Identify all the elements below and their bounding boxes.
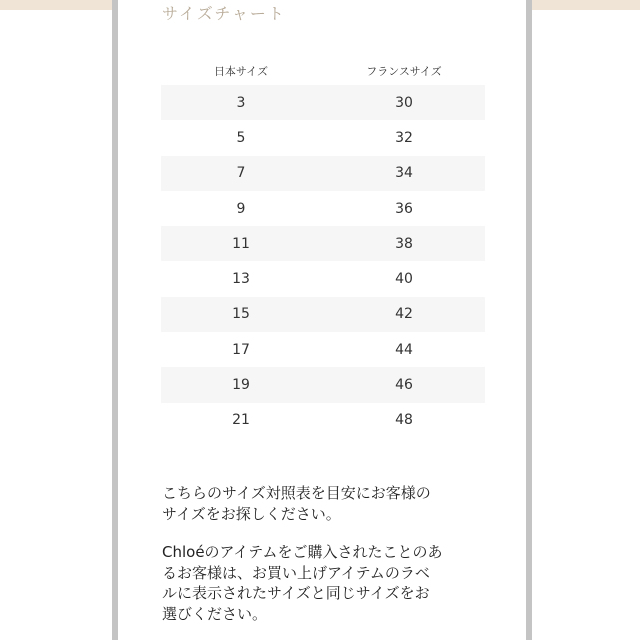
japan-size-cell: 15 xyxy=(232,306,250,323)
japan-size-cell: 9 xyxy=(236,200,246,217)
table-row xyxy=(161,120,485,155)
france-size-cell: 40 xyxy=(395,271,413,288)
france-size-cell: 44 xyxy=(395,341,413,358)
france-size-cell: 38 xyxy=(395,235,413,252)
table-row xyxy=(161,297,485,332)
japan-size-cell: 3 xyxy=(236,94,246,111)
japan-size-cell: 17 xyxy=(232,341,250,358)
size-conversion-table xyxy=(161,85,485,438)
table-row xyxy=(161,85,485,120)
size-guide-note: こちらのサイズ対照表を目安にお客様の サイズをお探しください。 xyxy=(162,484,431,523)
japan-size-cell: 7 xyxy=(236,165,246,182)
japan-size-cell: 5 xyxy=(236,129,246,146)
japan-size-column-header: 日本サイズ xyxy=(213,65,269,78)
table-row xyxy=(161,367,485,402)
france-size-cell: 42 xyxy=(395,306,413,323)
table-row xyxy=(161,261,485,296)
table-row xyxy=(161,191,485,226)
japan-size-cell: 13 xyxy=(232,271,250,288)
table-row xyxy=(161,403,485,438)
france-size-cell: 48 xyxy=(395,412,413,429)
table-row xyxy=(161,332,485,367)
top-accent-left xyxy=(0,0,112,10)
table-row xyxy=(161,226,485,261)
label-size-note: Chloéのアイテムをご購入されたことのあ るお客様は、お買い上げアイテムのラベ ルに表示されたサイズと同じサイズをお 選びください。 xyxy=(162,543,443,623)
japan-size-cell: 11 xyxy=(232,235,250,252)
top-accent-right xyxy=(528,0,640,10)
france-size-cell: 32 xyxy=(395,129,413,146)
france-size-cell: 30 xyxy=(395,94,413,111)
japan-size-cell: 19 xyxy=(232,377,250,394)
france-size-column-header: フランスサイズ xyxy=(366,65,442,78)
right-border-rail xyxy=(526,0,532,640)
france-size-cell: 46 xyxy=(395,377,413,394)
japan-size-cell: 21 xyxy=(232,412,250,429)
size-chart-heading: サイズチャート xyxy=(162,4,286,23)
table-row xyxy=(161,156,485,191)
france-size-cell: 36 xyxy=(395,200,413,217)
france-size-cell: 34 xyxy=(395,165,413,182)
